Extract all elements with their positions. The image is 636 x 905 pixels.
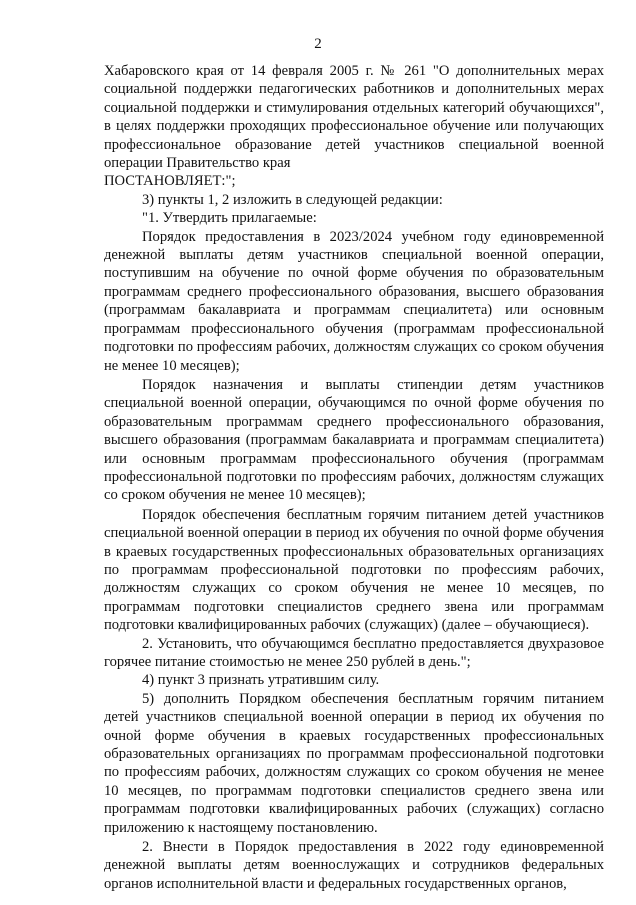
paragraph-resolves: ПОСТАНОВЛЯЕТ:"; — [104, 173, 236, 190]
paragraph-stipend-procedure: Порядок назначения и выплаты стипендии детям участников специальной военной операции, обучающимся по очной форме обучения по образовательным программам среднего профессионального образования, высшего образования (программам бакалавриата и программам специалитета) или основным программам профессионального обучения (программам профессиональной подготовки по профессиям рабочих, должностям служащих со сроком обучения не менее 10 месяцев); — [104, 376, 604, 504]
paragraph-preamble: Хабаровского края от 14 февраля 2005 г. № 261 "О дополнительных мерах социальной поддержки педагогических работников и дополнительных мерах социальной поддержки и стимулирования отдельных категорий обучающихся", в целях поддержки проходящих профессиональное обучение или получающих профессиональное образование детей участников специальной военной операции Правительство края — [104, 63, 604, 172]
paragraph-meals-procedure: Порядок обеспечения бесплатным горячим питанием детей участников специальной военной операции в период их обучения по очной форме обучения в краевых государственных профессиональных образовательных организациях по программам профессиональной подготовки по профессиям рабочих, должностям служащих со сроком обучения не менее 10 месяцев, по программам подготовки специалистов среднего звена или программам подготовки квалифицированных рабочих (служащих) (далее – обучающиеся). — [104, 506, 604, 634]
paragraph-item-5: 5) дополнить Порядком обеспечения бесплатным горячим питанием детей участников специальной военной операции в период их обучения по очной форме обучения в краевых государственных профессиональных образовательных организациях по программам профессиональной подготовки по профессиям рабочих, должностям служащих со сроком обучения не менее 10 месяцев, по программам подготовки специалистов среднего звена или программам подготовки квалифицированных рабочих (служащих) согласно приложению к настоящему постановлению. — [104, 690, 604, 836]
paragraph-amend: 2. Внести в Порядок предоставления в 2022 году единовременной денежной выплаты детям военнослужащих и сотрудников федеральных органов исполнительной власти и федеральных государственных органов, — [104, 839, 604, 892]
document-body — [104, 62, 604, 893]
paragraph-payment-procedure: Порядок предоставления в 2023/2024 учебном году единовременной денежной выплаты детям участников специальной военной операции, поступившим на обучение по очной форме обучения по образовательным программам среднего профессионального образования, высшего образования (программам бакалавриата и программам специалитета) или основным программам профессионального обучения (программам профессиональной подготовки по профессиям рабочих, должностям служащих со сроком обучения не менее 10 месяцев); — [104, 228, 604, 374]
paragraph-approve: "1. Утвердить прилагаемые: — [142, 210, 317, 227]
paragraph-item-3: 3) пункты 1, 2 изложить в следующей редакции: — [142, 191, 443, 208]
page-number: 2 — [314, 36, 322, 52]
paragraph-item-4: 4) пункт 3 признать утратившим силу. — [142, 672, 380, 689]
paragraph-establish: 2. Установить, что обучающимся бесплатно предоставляется двухразовое горячее питание стоимостью не менее 250 рублей в день."; — [104, 635, 604, 670]
